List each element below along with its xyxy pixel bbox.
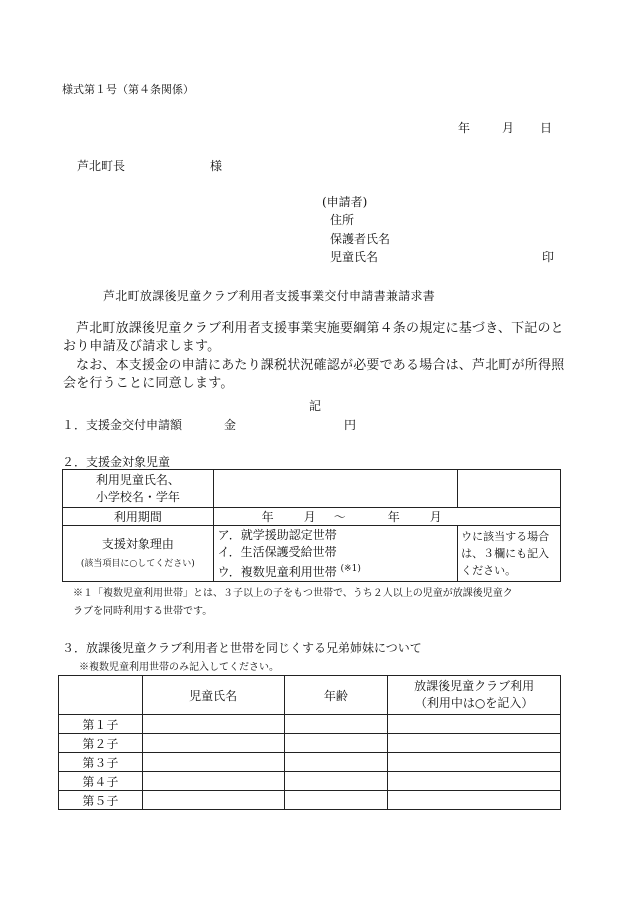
period-label: 利用期間 (63, 508, 214, 526)
form-number: 様式第１号（第４条関係） (62, 83, 194, 96)
sibling-age-field[interactable] (284, 753, 388, 772)
sibling-usage-field[interactable] (388, 753, 561, 772)
reason-label (63, 526, 214, 582)
child-name-school-field[interactable] (213, 470, 457, 508)
period-month-2: 月 (429, 510, 442, 524)
sibling-name-field[interactable] (142, 734, 284, 753)
reason-note (458, 526, 561, 582)
header-usage-line1: 放課後児童クラブ利用 (414, 679, 535, 693)
sibling-row-label: 第２子 (59, 734, 143, 753)
reason-label-sub: (該当項目に○してください) (80, 558, 195, 569)
sibling-row-label: 第３子 (59, 753, 143, 772)
header-usage (388, 676, 561, 715)
footnote-line-1: ※１「複数児童利用世帯」とは、３子以上の子をもつ世帯で、うち２人以上の児童が放課後児童ク (73, 588, 513, 599)
table-row (63, 508, 561, 526)
ki-marker: 記 (309, 399, 322, 413)
section1-kin: 金 (224, 418, 237, 432)
header-child-name: 児童氏名 (142, 676, 284, 715)
addressee-honorific: 様 (210, 159, 223, 173)
body-paragraph-1: 芦北町放課後児童クラブ利用者支援事業実施要綱第４条の規定に基づき、下記のとおり申請及び請求します。 (63, 321, 564, 354)
sibling-name-field[interactable] (142, 791, 284, 810)
reason-option-u[interactable] (218, 565, 361, 579)
section1-label: １．支援金交付申請額 (62, 418, 183, 432)
siblings-table (58, 675, 561, 810)
sibling-age-field[interactable] (284, 734, 388, 753)
table-row (63, 470, 561, 508)
sibling-name-field[interactable] (142, 715, 284, 734)
sibling-row-label: 第５子 (59, 791, 143, 810)
sibling-usage-field[interactable] (388, 772, 561, 791)
period-field[interactable] (213, 508, 560, 526)
applicant-heading: (申請者) (322, 195, 368, 209)
period-year-1: 年 (261, 510, 274, 524)
date-year-label: 年 (458, 121, 471, 135)
sibling-row-label: 第４子 (59, 772, 143, 791)
date-day-label: 日 (540, 121, 553, 135)
addressee-name: 芦北町長 (77, 159, 126, 173)
period-tilde: ～ (333, 510, 346, 524)
reason-note-line3: ください。 (461, 564, 517, 577)
footnote-line-2: ラブを同時利用する世帯です。 (73, 606, 213, 617)
reason-label-main: 支援対象理由 (101, 536, 174, 551)
header-age: 年齢 (284, 676, 388, 715)
date-month-label: 月 (502, 121, 515, 135)
sibling-age-field[interactable] (284, 772, 388, 791)
reason-option-u-note: (※1) (340, 563, 361, 574)
table-header-row (59, 676, 561, 715)
sibling-name-field[interactable] (142, 772, 284, 791)
guardian-name-label: 保護者氏名 (330, 232, 391, 246)
child-name-school-label (63, 470, 214, 508)
table-row (63, 526, 561, 582)
table-row (59, 772, 561, 791)
target-child-table (62, 469, 561, 582)
reason-note-line1: ウに該当する場合 (461, 530, 550, 543)
table-row (59, 734, 561, 753)
period-month-1: 月 (303, 510, 316, 524)
period-year-2: 年 (387, 510, 400, 524)
sibling-usage-field[interactable] (388, 791, 561, 810)
sibling-row-label: 第１子 (59, 715, 143, 734)
sibling-usage-field[interactable] (388, 734, 561, 753)
header-blank (59, 676, 143, 715)
reason-option-u-text: ウ．複数児童利用世帯 (217, 564, 337, 579)
reason-options (213, 526, 457, 582)
sibling-age-field[interactable] (284, 715, 388, 734)
section1-en: 円 (344, 418, 357, 432)
child-name-school-line1: 利用児童氏名、 (95, 472, 180, 487)
document-title: 芦北町放課後児童クラブ利用者支援事業交付申請書兼請求書 (103, 289, 436, 303)
table-row (59, 715, 561, 734)
table-row (59, 791, 561, 810)
sibling-usage-field[interactable] (388, 715, 561, 734)
body-paragraph-2: なお、本支援金の申請にあたり課税状況確認が必要である場合は、芦北町が所得照会を行うことに同意します。 (63, 358, 565, 391)
reason-option-a[interactable]: ア．就学援助認定世帯 (217, 527, 337, 542)
section2-label: ２．支援金対象児童 (62, 455, 171, 469)
address-label: 住所 (330, 213, 355, 227)
child-name-school-line2: 小学校名・学年 (95, 489, 180, 504)
header-usage-line2: （利用中は○を記入） (414, 696, 534, 710)
reason-option-i[interactable]: イ．生活保護受給世帯 (217, 544, 337, 559)
child-name-school-extra-field[interactable] (458, 470, 561, 508)
table-row (59, 753, 561, 772)
child-name-label: 児童氏名 (330, 250, 379, 264)
section3-label: ３．放課後児童クラブ利用者と世帯を同じくする兄弟姉妹について (62, 641, 422, 655)
sibling-name-field[interactable] (142, 753, 284, 772)
reason-note-line2: は、３欄にも記入 (461, 547, 550, 560)
sibling-age-field[interactable] (284, 791, 388, 810)
seal-mark: 印 (542, 250, 555, 264)
section3-subnote: ※複数児童利用世帯のみ記入してください。 (79, 662, 279, 673)
